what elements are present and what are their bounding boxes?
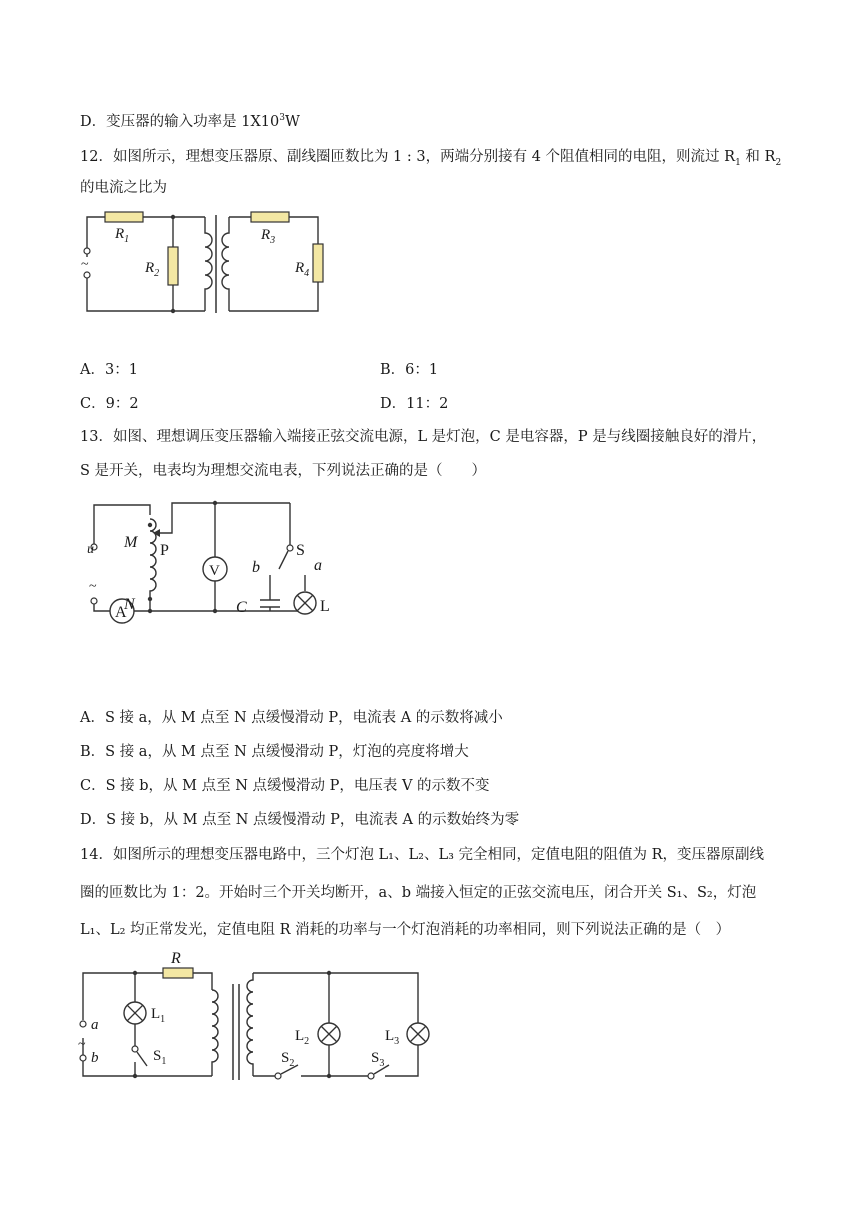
svg-text:C: C xyxy=(236,599,247,616)
svg-text:L: L xyxy=(320,598,330,615)
resistor-r xyxy=(163,968,193,978)
resistor-r3 xyxy=(251,212,289,222)
svg-text:S: S xyxy=(296,542,305,559)
q13-stem-line1: 13．如图、理想调压变压器输入端接正弦交流电源，L 是灯泡，C 是电容器，P 是与线圈接触良好的滑片， xyxy=(80,429,767,445)
svg-text:L2: $L_2$ xyxy=(295,1028,310,1047)
q13-option-c: C．S 接 b，从 M 点至 N 点缓慢滑动 P，电压表 V 的示数不变 xyxy=(80,778,490,794)
svg-text:R3: $R_3$ xyxy=(261,227,276,246)
resistor-r1 xyxy=(105,212,143,222)
q12-stem-line2: 的电流之比为 xyxy=(80,180,167,196)
q14-stem-line3: L₁、L₂ 均正常发光，定值电阻 R 消耗的功率与一个灯泡消耗的功率相同，则下列说法正确的是（ ） xyxy=(80,922,731,938)
q12-stem-line1: 12．如图所示，理想变压器原、副线圈匝数比为 1 : 3，两端分别接有 4 个阻值相同的电阻，则流过 $R_1$ 和 $R_2$ xyxy=(80,149,782,168)
svg-text:L3: $L_3$ xyxy=(385,1028,400,1047)
svg-text:S1: $S_1$ xyxy=(153,1048,167,1067)
svg-text:~: ~ xyxy=(89,579,97,594)
svg-text:R4: $R_4$ xyxy=(295,260,310,279)
q12-option-d: D．11：2 xyxy=(380,396,449,412)
q12-circuit-figure xyxy=(75,205,335,325)
q13-option-d: D．S 接 b，从 M 点至 N 点缓慢滑动 P，电流表 A 的示数始终为零 xyxy=(80,812,520,828)
secondary-coil xyxy=(222,217,229,311)
q14-stem-line1: 14．如图所示的理想变压器电路中，三个灯泡 L₁、L₂、L₃ 完全相同，定值电阻的阻值为 R，变压器原副线 xyxy=(80,847,765,863)
secondary-coil xyxy=(247,973,253,1076)
switch-s xyxy=(279,551,288,569)
svg-text:A: A xyxy=(115,604,127,621)
q13-option-b: B．S 接 a，从 M 点至 N 点缓慢滑动 P，灯泡的亮度将增大 xyxy=(80,744,469,760)
q12-option-b: B．6：1 xyxy=(380,362,439,378)
source-symbol: ~ xyxy=(81,257,89,272)
svg-text:V: V xyxy=(209,563,220,579)
q13-option-a: A．S 接 a，从 M 点至 N 点缓慢滑动 P，电流表 A 的示数将减小 xyxy=(80,710,503,726)
q11-option-d: D．变压器的输入功率是 $1X10^3W$ xyxy=(80,113,300,130)
svg-text:N: N xyxy=(124,596,135,613)
svg-text:u: u xyxy=(87,542,94,557)
primary-coil xyxy=(205,217,212,311)
svg-text:S2: $S_2$ xyxy=(281,1050,295,1069)
svg-text:a: a xyxy=(314,557,322,574)
q12-option-c: C．9：2 xyxy=(80,396,139,412)
primary-coil xyxy=(212,990,218,1076)
q12-option-a: A．3：1 xyxy=(80,362,138,378)
svg-text:R2: $R_2$ xyxy=(145,260,160,279)
svg-text:P: P xyxy=(160,542,169,559)
q14-circuit-figure xyxy=(75,950,445,1080)
svg-text:R: R xyxy=(171,950,181,967)
svg-text:a: a xyxy=(91,1017,99,1033)
svg-text:~: ~ xyxy=(78,1037,86,1052)
svg-text:L1: $L_1$ xyxy=(151,1006,166,1025)
svg-text:M: M xyxy=(124,534,138,551)
switch-s1 xyxy=(137,1052,147,1066)
q13-circuit-figure xyxy=(80,495,350,635)
svg-text:b: b xyxy=(252,559,260,576)
resistor-r2 xyxy=(168,247,178,285)
svg-text:b: b xyxy=(91,1050,99,1066)
resistor-r4 xyxy=(313,244,323,282)
q13-stem-line2: S 是开关，电表均为理想交流电表，下列说法正确的是（ ） xyxy=(80,463,487,479)
svg-text:S3: $S_3$ xyxy=(371,1050,385,1069)
q14-stem-line2: 圈的匝数比为 1：2。开始时三个开关均断开，a、b 端接入恒定的正弦交流电压，闭合开关 S₁、S₂，灯泡 xyxy=(80,885,757,901)
svg-text:R1: $R_1$ xyxy=(115,226,130,245)
